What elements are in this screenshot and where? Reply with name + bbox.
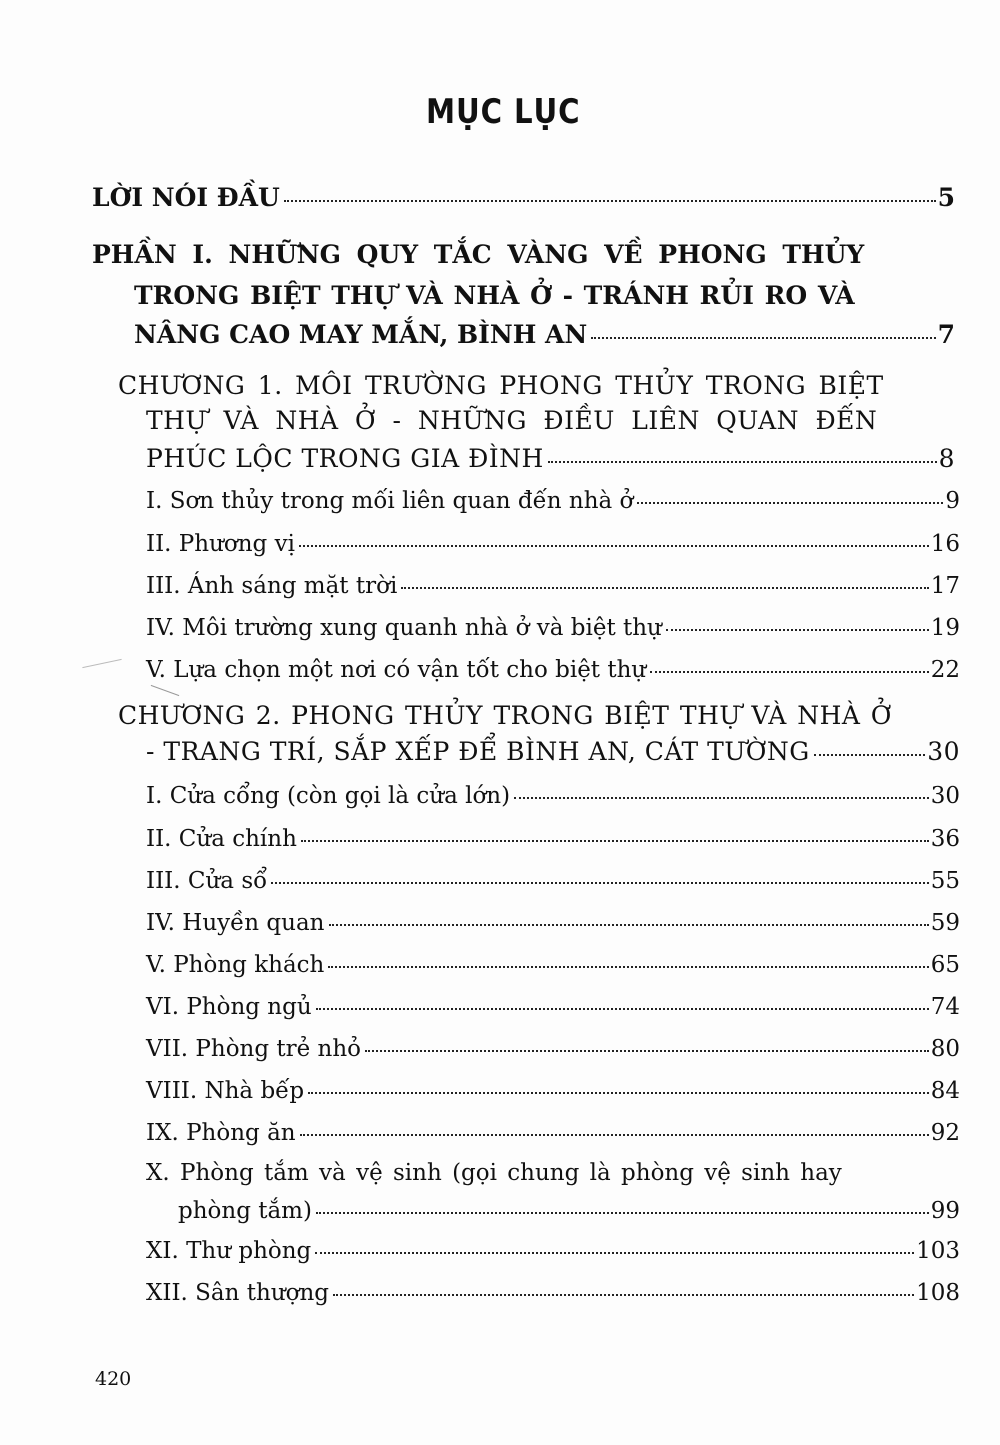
toc-entry-page: 9 bbox=[945, 488, 960, 514]
dot-leader bbox=[308, 1092, 929, 1094]
toc-entry-page: 5 bbox=[937, 183, 955, 212]
toc-entry-text: IV. Môi trường xung quanh nhà ở và biệt thự bbox=[146, 615, 662, 641]
dot-leader bbox=[548, 461, 937, 463]
dot-leader bbox=[328, 966, 928, 968]
toc-entry-row bbox=[146, 490, 960, 513]
toc-entry-page: 30 bbox=[927, 737, 960, 766]
toc-entry-page: 92 bbox=[930, 1120, 960, 1146]
toc-entry-page: 22 bbox=[930, 657, 960, 683]
toc-entry-row bbox=[146, 446, 955, 471]
dot-leader bbox=[650, 671, 928, 673]
dot-leader bbox=[591, 337, 935, 339]
toc-entry-text: THỰ VÀ NHÀ Ở - NHỮNG ĐIỀU LIÊN QUAN ĐẾN bbox=[146, 406, 878, 435]
toc-entry-page: 99 bbox=[930, 1198, 960, 1224]
toc-entry-page: 84 bbox=[930, 1078, 960, 1104]
toc-entry-text: X. Phòng tắm và vệ sinh (gọi chung là phòng vệ sinh hay bbox=[146, 1160, 842, 1186]
toc-entry-text: PHÚC LỘC TRONG GIA ĐÌNH bbox=[146, 444, 544, 473]
toc-entry-row bbox=[134, 322, 955, 347]
toc-entry-text: - TRANG TRÍ, SẮP XẾP ĐỂ BÌNH AN, CÁT TƯỜNG bbox=[146, 737, 810, 766]
toc-entry-text: TRONG BIỆT THỰ VÀ NHÀ Ở - TRÁNH RỦI RO VÀ bbox=[134, 281, 855, 310]
dot-leader bbox=[814, 754, 925, 756]
toc-entry-page: 103 bbox=[916, 1238, 960, 1264]
toc-entry-text: XI. Thư phòng bbox=[146, 1238, 312, 1264]
scan-mark bbox=[82, 659, 121, 668]
dot-leader bbox=[329, 924, 929, 926]
toc-entry-text: III. Ánh sáng mặt trời bbox=[146, 573, 398, 599]
toc-entry-row bbox=[146, 659, 960, 682]
toc-entry-page: 108 bbox=[916, 1280, 960, 1306]
toc-entry-row bbox=[92, 185, 955, 210]
toc-entry-page: 55 bbox=[930, 868, 960, 894]
toc-entry-page: 36 bbox=[930, 826, 960, 852]
toc-entry-text: III. Cửa sổ bbox=[146, 868, 268, 894]
toc-entry-row bbox=[146, 1080, 960, 1103]
toc-entry-row bbox=[146, 533, 960, 556]
toc-entry-row bbox=[178, 1200, 960, 1223]
toc-entry-text: VI. Phòng ngủ bbox=[146, 994, 312, 1020]
toc-entry-row bbox=[146, 1240, 960, 1263]
toc-entry-text: V. Phòng khách bbox=[146, 952, 325, 978]
toc-entry-row bbox=[146, 617, 960, 640]
dot-leader bbox=[271, 882, 929, 884]
toc-entry-text: CHƯƠNG 1. MÔI TRƯỜNG PHONG THỦY TRONG BIỆT bbox=[118, 371, 884, 400]
toc-entry-text: XII. Sân thượng bbox=[146, 1280, 330, 1306]
toc-entry-row bbox=[146, 1038, 960, 1061]
toc-entry-row bbox=[146, 739, 960, 764]
dot-leader bbox=[316, 1008, 929, 1010]
toc-entry-page: 16 bbox=[930, 531, 960, 557]
page-number: 420 bbox=[95, 1368, 132, 1390]
toc-entry-page: 17 bbox=[930, 573, 960, 599]
toc-entry-page: 74 bbox=[930, 994, 960, 1020]
dot-leader bbox=[365, 1050, 929, 1052]
toc-entry-text: II. Phương vị bbox=[146, 531, 295, 557]
dot-leader bbox=[300, 1134, 929, 1136]
toc-entry-row bbox=[146, 828, 960, 851]
toc-entry-text: IX. Phòng ăn bbox=[146, 1120, 296, 1146]
toc-entry-row bbox=[146, 575, 960, 598]
dot-leader bbox=[333, 1294, 914, 1296]
dot-leader bbox=[301, 840, 929, 842]
toc-entry-text: phòng tắm) bbox=[178, 1198, 312, 1224]
dot-leader bbox=[401, 587, 928, 589]
toc-entry-page: 59 bbox=[930, 910, 960, 936]
toc-entry-text: PHẦN I. NHỮNG QUY TẮC VÀNG VỀ PHONG THỦY bbox=[92, 240, 865, 269]
toc-entry-text: IV. Huyền quan bbox=[146, 910, 325, 936]
toc-entry-text: I. Cửa cổng (còn gọi là cửa lớn) bbox=[146, 783, 511, 809]
toc-entry-page: 65 bbox=[930, 952, 960, 978]
toc-entry-page: 8 bbox=[938, 444, 955, 473]
toc-entry-row bbox=[146, 785, 960, 808]
dot-leader bbox=[315, 1252, 914, 1254]
toc-entry-row bbox=[146, 912, 960, 935]
toc-entry-page: 80 bbox=[930, 1036, 960, 1062]
toc-entry-text: CHƯƠNG 2. PHONG THỦY TRONG BIỆT THỰ VÀ NHÀ Ở bbox=[118, 701, 892, 730]
toc-entry-row bbox=[146, 1282, 960, 1305]
toc-entry-page: 7 bbox=[937, 320, 955, 349]
dot-leader bbox=[299, 545, 929, 547]
toc-entry-text: VIII. Nhà bếp bbox=[146, 1078, 305, 1104]
toc-entry-text: LỜI NÓI ĐẦU bbox=[92, 183, 280, 212]
toc-entry-row bbox=[146, 954, 960, 977]
toc-entry-page: 30 bbox=[930, 783, 960, 809]
toc-entry-text: VII. Phòng trẻ nhỏ bbox=[146, 1036, 362, 1062]
toc-entry-row bbox=[146, 870, 960, 893]
toc-entry-page: 19 bbox=[930, 615, 960, 641]
scan-mark bbox=[151, 685, 180, 696]
toc-entry-text: I. Sơn thủy trong mối liên quan đến nhà ở bbox=[146, 488, 634, 514]
dot-leader bbox=[637, 502, 943, 504]
toc-entry-row bbox=[146, 1122, 960, 1145]
dot-leader bbox=[666, 629, 929, 631]
toc-entry-text: II. Cửa chính bbox=[146, 826, 297, 852]
dot-leader bbox=[514, 797, 929, 799]
toc-entry-row bbox=[146, 996, 960, 1019]
dot-leader bbox=[284, 200, 936, 202]
toc-entry-text: V. Lựa chọn một nơi có vận tốt cho biệt thự bbox=[146, 657, 647, 683]
toc-entry-text: NÂNG CAO MAY MẮN, BÌNH AN bbox=[134, 320, 588, 349]
dot-leader bbox=[316, 1212, 929, 1214]
page-title: MỤC LỤC bbox=[426, 92, 581, 132]
